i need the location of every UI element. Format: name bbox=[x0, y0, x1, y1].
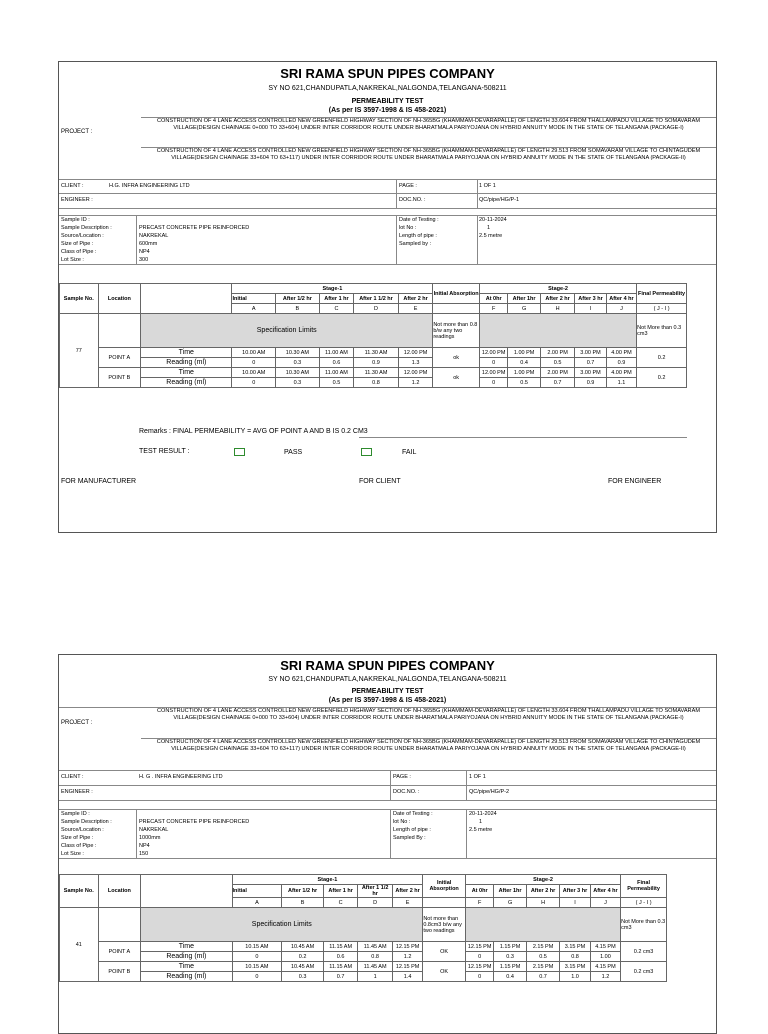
spec-limits: Specification Limits bbox=[141, 314, 433, 348]
client-value: H.G. INFRA ENGINEERING LTD bbox=[109, 183, 190, 189]
project-label: PROJECT : bbox=[61, 129, 93, 135]
class-row: Class of Pipe : NP4 bbox=[61, 249, 150, 255]
client-value: H. G . INFRA ENGINEERING LTD bbox=[139, 774, 223, 780]
pass-label: PASS bbox=[284, 449, 303, 456]
absorption-spec: Not more than 0.8cm3 b/w any two readings bbox=[423, 908, 466, 942]
company-name: SRI RAMA SPUN PIPES COMPANY bbox=[280, 658, 495, 673]
spec-limits: Specification Limits bbox=[141, 908, 423, 942]
permeability-table: Sample No. Location Stage-1 Initial Absorption Stage-2 Final Permeability Initial After 1/2 hr After 1 hr After 1 1/2 hr After 2 hr At 0hr After 1hr After 2 hr After 3 hr After 4 hr A B C D E F G H I J ( J - I ) 41 Specification Limits Not more than 0.8cm3 b/w any two readings Not More than 0.3 cm3 POINT A Time 10.15 AM 10.45 AM 11.15 AM 11.45 AM 12.15 PM OK 12.15 PM 1.15 PM 2.15 PM 3.15 PM 4.15 PM 0.2 cm3 Reading (ml) 0 0.2 0.6 0.8 1.2 0 0.3 0.5 0.8 1.00 POINT B Time 10.15 AM 10.45 AM 11.15 AM 11.45 AM 12.15 PM OK 12.15 PM 1.15 PM 2.15 PM 3.15 PM 4.15 PM 0.2 cm3 Reading (ml) 0 0.3 0.7 1 1.4 0 0.4 0.7 1.0 1.2 bbox=[59, 874, 667, 982]
test-title: PERMEABILITY TEST bbox=[351, 688, 424, 695]
remarks: Remarks : FINAL PERMEABILITY = AVG OF POINT A AND B IS 0.2 CM3 bbox=[139, 428, 368, 435]
test-standard: (As per IS 3597-1998 & IS 458-2021) bbox=[328, 697, 447, 704]
sample-no-value: 41 bbox=[60, 908, 99, 982]
page-value: 1 OF 1 bbox=[469, 774, 486, 780]
project-label: PROJECT : bbox=[61, 720, 93, 726]
lot-size-row: Lot Size : 150 bbox=[61, 851, 149, 857]
permeability-table: Sample No. Location Stage-1 Initial Absorption Stage-2 Final Permeability Initial After 1/2 hr After 1 hr After 1 1/2 hr After 2 hr At 0hr After 1hr After 2 hr After 3 hr After 4 hr A B C D E F G H I J ( J - I ) 77 Specification Limits Not more than 0.8 b/w any two readings Not More than 0.3 cm3 POINT A Time 10.00 AM 10.30 AM 11.00 AM 11.30 AM 12.00 PM ok 12.00 PM 1.00 PM 2.00 PM 3.00 PM 4.00 PM 0.2 Reading (ml) 0 0.3 0.6 0.9 1.3 0 0.4 0.5 0.7 0.9 POINT B Time 10.00 AM 10.30 AM 11.00 AM 11.30 AM 12.00 PM ok 12.00 PM 1.00 PM 2.00 PM 3.00 PM 4.00 PM 0.2 Reading (ml) 0 0.3 0.5 0.8 1.2 0 0.5 0.7 0.9 1.1 bbox=[59, 283, 687, 388]
size-row: Size of Pipe : 600mm Sampled by : bbox=[61, 241, 432, 247]
source-row: Source/Location : NAKREKAL Length of pipe : 2.5 metre bbox=[61, 827, 493, 833]
project-package-2: CONSTRUCTION OF 4 LANE ACCESS CONTROLLED NEW GREENFIELD HIGHWAY SECTION OF NH-365BG (KHAMMAM-DEVARAPALLE) OF LENGTH 29.513 FROM SOMAVARAM VILLAGE TO CHINTAGUDEM VILLAGE(DESIGN CHAINAGE 33+604 TO 63+117) UNDER INTER CORRIDOR ROUTE UNDER BHARATMALA PARIYOJANA ON HYBRID ANNUITY MODE IN THE STATE OF TELANGANA (PACKAGE-II) bbox=[141, 147, 716, 177]
size-row: Size of Pipe : 1000mm Sampled By : bbox=[61, 835, 426, 841]
final-spec: Not More than 0.3 cm3 bbox=[637, 314, 687, 348]
project-package-2: CONSTRUCTION OF 4 LANE ACCESS CONTROLLED NEW GREENFIELD HIGHWAY SECTION OF NH-365BG (KHAMMAM-DEVARAPALLE) OF LENGTH 29.513 FROM SOMAVARAM VILLAGE TO CHINTAGUDEM VILLAGE(DESIGN CHAINAGE 33+604 TO 63+117) UNDER INTER CORRIDOR ROUTE UNDER BHARATMALA PARIYOJANA ON HYBRID ANNUITY MODE IN THE STATE OF TELANGANA (PACKAGE-II) bbox=[141, 738, 716, 768]
lot-size-row: Lot Size : 300 bbox=[61, 257, 149, 263]
engineer-row: ENGINEER : DOC.NO. : QC/pipe/HG/P-2 bbox=[61, 789, 510, 795]
client-row: CLIENT : H.G. INFRA ENGINEERING LTD PAGE : 1 OF 1 bbox=[61, 183, 496, 189]
doc-no-value: QC/pipe/HG/P-2 bbox=[469, 789, 510, 795]
final-spec: Not More than 0.3 cm3 bbox=[621, 908, 667, 942]
sample-desc-row: Sample Description : PRECAST CONCRETE PIPE REINFORCED lot No : 1 bbox=[61, 225, 491, 231]
test-standard: (As per IS 3597-1998 & IS 458-2021) bbox=[328, 107, 447, 114]
test-result-label: TEST RESULT : bbox=[139, 448, 190, 455]
sample-id-row: Sample ID : Date of Testing : 20-11-2024 bbox=[61, 811, 497, 817]
fail-checkbox[interactable] bbox=[361, 448, 372, 456]
test-title: PERMEABILITY TEST bbox=[351, 98, 424, 105]
sample-desc-row: Sample Description : PRECAST CONCRETE PIPE REINFORCED lot No : 1 bbox=[61, 819, 483, 825]
report-sheet-1 bbox=[58, 61, 717, 533]
absorption-spec: Not more than 0.8 b/w any two readings bbox=[433, 314, 480, 348]
sample-no-value: 77 bbox=[60, 314, 99, 388]
client-row: CLIENT : H. G . INFRA ENGINEERING LTD PAGE : 1 OF 1 bbox=[61, 774, 486, 780]
company-address: SY NO 621,CHANDUPATLA,NAKREKAL,NALGONDA,TELANGANA-508211 bbox=[268, 676, 507, 683]
pass-checkbox[interactable] bbox=[234, 448, 245, 456]
engineer-row: ENGINEER : DOC.NO. : QC/pipe/HG/P-1 bbox=[61, 197, 520, 203]
company-name: SRI RAMA SPUN PIPES COMPANY bbox=[280, 66, 495, 81]
page-value: 1 OF 1 bbox=[479, 183, 496, 189]
date-value: 20-11-2024 bbox=[469, 811, 497, 817]
source-row: Source/Location : NAKREKAL Length of pipe : 2.5 metre bbox=[61, 233, 503, 239]
sample-id-row: Sample ID : Date of Testing : 20-11-2024 bbox=[61, 217, 507, 223]
doc-no-value: QC/pipe/HG/P-1 bbox=[479, 197, 520, 203]
report-sheet-2 bbox=[58, 654, 717, 1034]
class-row: Class of Pipe : NP4 bbox=[61, 843, 150, 849]
fail-label: FAIL bbox=[402, 449, 417, 456]
for-client: FOR CLIENT bbox=[359, 478, 401, 485]
project-package-1: CONSTRUCTION OF 4 LANE ACCESS CONTROLLED NEW GREENFIELD HIGHWAY SECTION OF NH-365BG (KHAMMAM-DEVARAPALLE) OF LENGTH 33.604 FROM THALLAMPADU VILLAGE TO SOMAVARAM VILLAGE(DESIGN CHAINAGE 0+000 TO 33+604) UNDER INTER CORRIDOR ROUTE UNDER BHARATMALA PARIYOJANA ON HYBRID ANNUITY MODE IN THE STATE OF TELANGANA (PACKAGE-I) bbox=[141, 117, 716, 147]
date-value: 20-11-2024 bbox=[479, 217, 507, 223]
for-manufacturer: FOR MANUFACTURER bbox=[61, 478, 137, 485]
company-address: SY NO 621,CHANDUPATLA,NAKREKAL,NALGONDA,TELANGANA-508211 bbox=[268, 85, 507, 92]
for-engineer: FOR ENGINEER bbox=[608, 478, 662, 485]
project-package-1: CONSTRUCTION OF 4 LANE ACCESS CONTROLLED NEW GREENFIELD HIGHWAY SECTION OF NH-365BG (KHAMMAM-DEVARAPALLE) OF LENGTH 33.604 FROM THALLAMPADU VILLAGE TO SOMAVARAM VILLAGE(DESIGN CHAINAGE 0+000 TO 33+604) UNDER INTER CORRIDOR ROUTE UNDER BHARATMALA PARIYOJANA ON HYBRID ANNUITY MODE IN THE STATE OF TELANGANA (PACKAGE-I) bbox=[141, 707, 716, 737]
